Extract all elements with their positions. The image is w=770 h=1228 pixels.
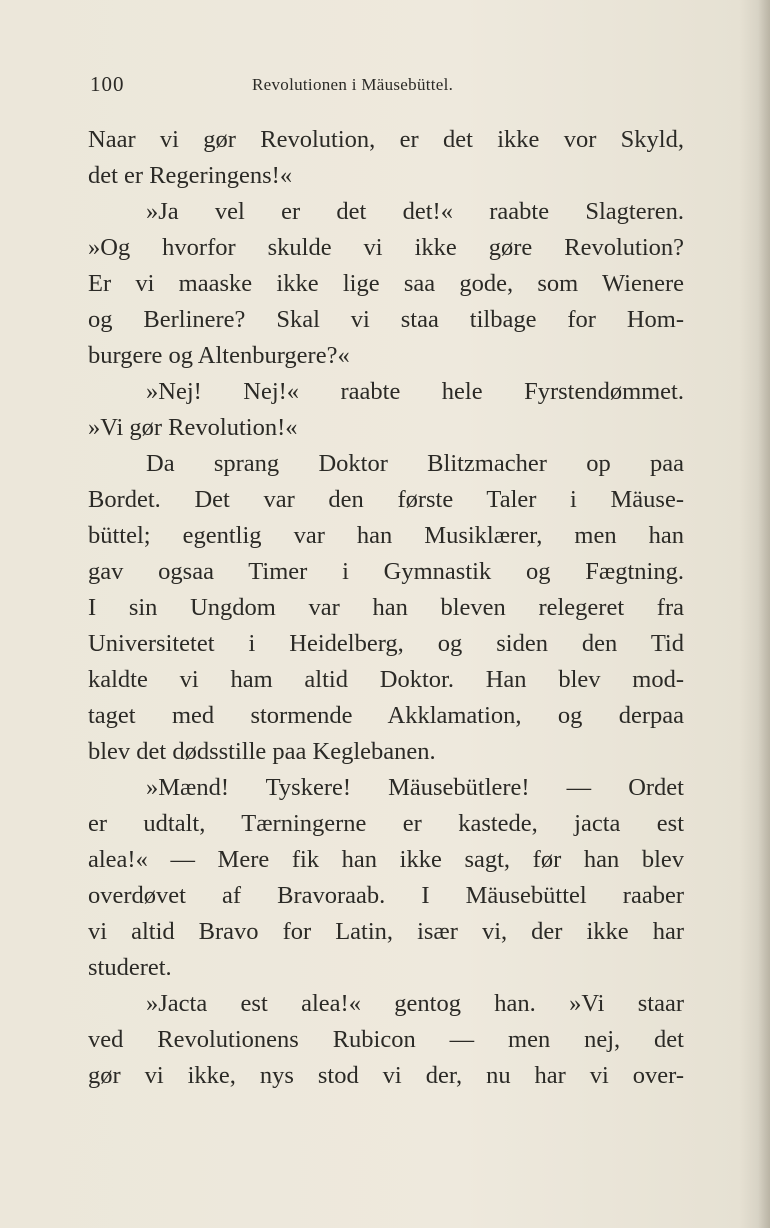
text-line: vi altid Bravo for Latin, især vi, der ikke har xyxy=(88,918,684,945)
text-line: Da sprang Doktor Blitzmacher op paa xyxy=(146,450,684,477)
text-line: »Og hvorfor skulde vi ikke gøre Revolution? xyxy=(88,234,684,261)
text-line: »Vi gør Revolution!« xyxy=(88,414,298,441)
text-line: büttel; egentlig var han Musiklærer, men han xyxy=(88,522,684,549)
text-line: er udtalt, Tærningerne er kastede, jacta est xyxy=(88,810,684,837)
running-head xyxy=(90,72,690,102)
text-line: alea!« — Mere fik han ikke sagt, før han blev xyxy=(88,846,684,873)
text-line: studeret. xyxy=(88,954,172,981)
text-line: burgere og Altenburgere?« xyxy=(88,342,350,369)
text-line: blev det dødsstille paa Keglebanen. xyxy=(88,738,436,765)
page-number: 100 xyxy=(90,72,125,96)
text-line: gav ogsaa Timer i Gymnastik og Fægtning. xyxy=(88,558,684,585)
text-line: gør vi ikke, nys stod vi der, nu har vi over- xyxy=(88,1062,684,1089)
text-line: »Nej! Nej!« raabte hele Fyrstendømmet. xyxy=(146,378,684,405)
text-line: taget med stormende Akklamation, og derpaa xyxy=(88,702,684,729)
text-line: overdøvet af Bravoraab. I Mäusebüttel raaber xyxy=(88,882,684,909)
text-line: det er Regeringens!« xyxy=(88,162,293,189)
running-title: Revolutionen i Mäusebüttel. xyxy=(252,75,454,94)
text-line: Bordet. Det var den første Taler i Mäuse- xyxy=(88,486,684,513)
text-line: ved Revolutionens Rubicon — men nej, det xyxy=(88,1026,684,1053)
text-line: »Mænd! Tyskere! Mäusebütlere! — Ordet xyxy=(146,774,684,801)
text-line: kaldte vi ham altid Doktor. Han blev mod- xyxy=(88,666,684,693)
body-text xyxy=(88,122,684,1094)
text-line: Er vi maaske ikke lige saa gode, som Wienere xyxy=(88,270,684,297)
text-line: I sin Ungdom var han bleven relegeret fra xyxy=(88,594,684,621)
text-line: »Jacta est alea!« gentog han. »Vi staar xyxy=(146,990,684,1017)
page-edge-shadow xyxy=(758,0,770,1228)
text-line: »Ja vel er det det!« raabte Slagteren. xyxy=(146,198,684,225)
text-line: og Berlinere? Skal vi staa tilbage for Hom- xyxy=(88,306,684,333)
text-line: Naar vi gør Revolution, er det ikke vor Skyld, xyxy=(88,126,684,153)
text-line: Universitetet i Heidelberg, og siden den Tid xyxy=(88,630,684,657)
